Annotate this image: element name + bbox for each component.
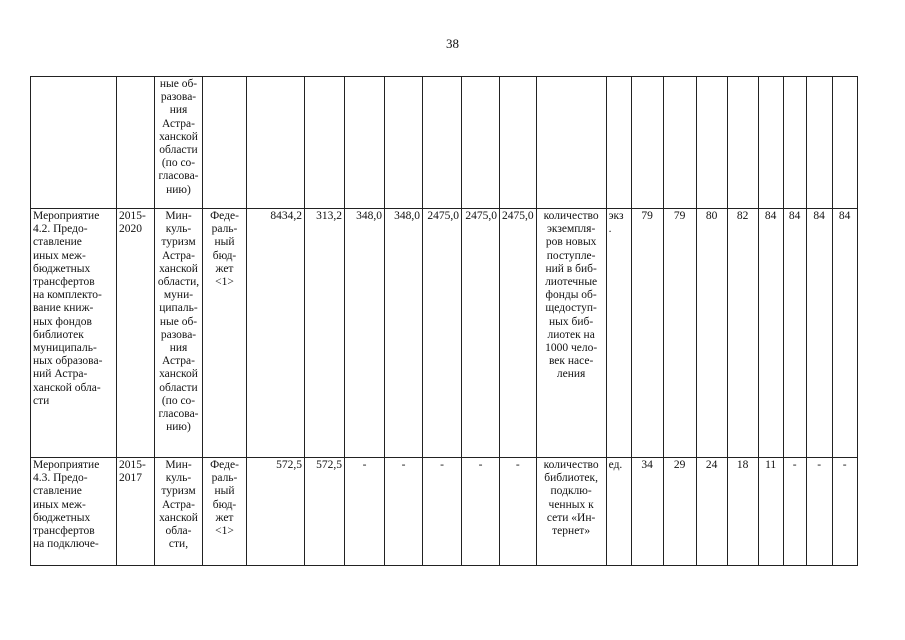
indicator-cell: количество экземпля- ров новых поступле- ний в биб- лиотечные фонды об- щедоступ- ных биб- лиотек на 1000 чело- век насе- ления: [536, 209, 606, 458]
funding-value-cell: 2475,0: [423, 209, 462, 458]
target-value-cell: 34: [631, 458, 663, 566]
target-value-cell: 79: [631, 209, 663, 458]
measures-table: [30, 76, 858, 566]
target-value-cell: 84: [832, 209, 857, 458]
measure-name-cell: Мероприятие 4.2. Предо- ставление иных меж- бюджетных трансфертов на комплекто- вание книж- ных фондов библиотек муниципаль- ных образова- ний Астра- ханской обла- сти: [31, 209, 117, 458]
funding-value-cell: [462, 77, 500, 209]
funding-value-cell: [305, 77, 345, 209]
funding-value-cell: [345, 77, 385, 209]
page-number: 38: [446, 36, 459, 51]
target-value-cell: 29: [663, 458, 696, 566]
funding-source-cell: [203, 77, 247, 209]
funding-value-cell: [423, 77, 462, 209]
target-value-cell: 84: [783, 209, 806, 458]
table-row: [31, 209, 858, 458]
target-value-cell: [631, 77, 663, 209]
measure-name-cell: [31, 77, 117, 209]
table-row: [31, 77, 858, 209]
target-value-cell: [806, 77, 832, 209]
funding-value-cell: 572,5: [305, 458, 345, 566]
target-value-cell: -: [783, 458, 806, 566]
funding-value-cell: -: [385, 458, 423, 566]
target-value-cell: 24: [696, 458, 727, 566]
table-row: [31, 458, 858, 566]
period-cell: 2015- 2020: [117, 209, 155, 458]
period-cell: 2015- 2017: [117, 458, 155, 566]
funding-value-cell: [385, 77, 423, 209]
funding-value-cell: 348,0: [385, 209, 423, 458]
target-value-cell: [727, 77, 758, 209]
indicator-cell: [536, 77, 606, 209]
funding-value-cell: -: [500, 458, 537, 566]
funding-value-cell: 348,0: [345, 209, 385, 458]
funding-value-cell: -: [345, 458, 385, 566]
target-value-cell: [832, 77, 857, 209]
funding-value-cell: 2475,0: [462, 209, 500, 458]
target-value-cell: [663, 77, 696, 209]
target-value-cell: 11: [758, 458, 783, 566]
funding-source-cell: Феде- раль- ный бюд- жет <1>: [203, 209, 247, 458]
measure-name-cell: Мероприятие 4.3. Предо- ставление иных меж- бюджетных трансфертов на подключе-: [31, 458, 117, 566]
executor-cell: ные об- разова- ния Астра- ханской области (по со- гласова- нию): [155, 77, 203, 209]
executor-cell: Мин- куль- туризм Астра- ханской области, муни- ципаль- ные об- разова- ния Астра- ханской области (по со- гласова- нию): [155, 209, 203, 458]
target-value-cell: -: [806, 458, 832, 566]
target-value-cell: [696, 77, 727, 209]
target-value-cell: 84: [806, 209, 832, 458]
target-value-cell: [758, 77, 783, 209]
target-value-cell: [783, 77, 806, 209]
target-value-cell: -: [832, 458, 857, 566]
period-cell: [117, 77, 155, 209]
target-value-cell: 82: [727, 209, 758, 458]
funding-value-cell: 313,2: [305, 209, 345, 458]
unit-cell: [606, 77, 631, 209]
target-value-cell: 79: [663, 209, 696, 458]
funding-source-cell: Феде- раль- ный бюд- жет <1>: [203, 458, 247, 566]
unit-cell: ед.: [606, 458, 631, 566]
funding-value-cell: [500, 77, 537, 209]
target-value-cell: 84: [758, 209, 783, 458]
funding-value-cell: 572,5: [247, 458, 305, 566]
target-value-cell: 18: [727, 458, 758, 566]
indicator-cell: количество библиотек, подклю- ченных к сети «Ин- тернет»: [536, 458, 606, 566]
funding-value-cell: [247, 77, 305, 209]
funding-value-cell: -: [423, 458, 462, 566]
target-value-cell: 80: [696, 209, 727, 458]
funding-value-cell: 8434,2: [247, 209, 305, 458]
funding-value-cell: -: [462, 458, 500, 566]
executor-cell: Мин- куль- туризм Астра- ханской обла- сти,: [155, 458, 203, 566]
unit-cell: экз .: [606, 209, 631, 458]
funding-value-cell: 2475,0: [500, 209, 537, 458]
